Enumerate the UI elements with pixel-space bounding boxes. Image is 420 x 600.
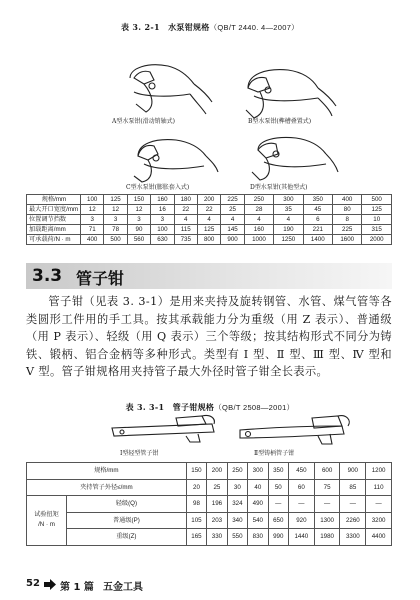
header-cell: 100	[81, 195, 104, 205]
table-cell: 25	[221, 205, 244, 215]
torque-group-label	[27, 496, 67, 546]
table-cell: 550	[227, 529, 247, 546]
table-cell: 560	[127, 235, 150, 245]
pliers-type-b-icon	[246, 70, 336, 118]
header-cell: 300	[274, 195, 303, 205]
header-cell: 450	[289, 463, 315, 480]
figure-label-d: D型水泵钳(其他型式)	[250, 184, 308, 191]
row-label: 轻级(Q)	[67, 496, 187, 513]
table-cell: 500	[104, 235, 127, 245]
table-cell: 221	[303, 225, 332, 235]
table-cell: 400	[81, 235, 104, 245]
table-cell: 990	[268, 529, 288, 546]
table-cell: 110	[366, 479, 392, 496]
table-cell: 71	[81, 225, 104, 235]
figure-label-c: C型水泵钳(膨胀套入式)	[126, 184, 190, 191]
table-row	[27, 529, 392, 546]
table-cell: 630	[151, 235, 174, 245]
table-cell: 115	[174, 225, 197, 235]
row-label: 可承载荷/N · m	[27, 235, 81, 245]
row-label: 最大开口宽度/mm	[27, 205, 81, 215]
header-cell: 125	[104, 195, 127, 205]
pipe-wrench-type-2-icon	[240, 416, 349, 444]
table-cell: 1400	[303, 235, 332, 245]
table-cell: 4400	[366, 529, 392, 546]
pliers-type-d-icon	[252, 138, 338, 181]
row-label: 夹持管子外径≤/mm	[27, 479, 187, 496]
header-cell: 250	[244, 195, 273, 205]
table-cell: 80	[333, 205, 362, 215]
header-cell: 160	[151, 195, 174, 205]
section-title: 管子钳	[76, 269, 125, 288]
table-cell: 900	[221, 235, 244, 245]
table2-standard: （QB/T 2508—2001）	[214, 403, 295, 412]
figure-label-type-1: Ⅰ型轻型管子钳	[120, 450, 159, 457]
table-cell: 4	[197, 215, 220, 225]
table-row	[27, 235, 392, 245]
table-cell: 800	[197, 235, 220, 245]
body-paragraph: 管子钳（见表 3. 3-1）是用来夹持及旋转钢管、水管、煤气管等各类圆形工件用的手工具。按其承载能力分为重级（用 Z 表示）、普通级（用 P 表示）、轻级（用 Q 表示）三个等级；按其结构形式不同分为铸铁、锻柄、铝合金柄等多种形式。类型有 Ⅰ 型、Ⅱ 型、Ⅲ 型、Ⅳ 型和 Ⅴ 型。管子钳规格用夹持管子最大外径时管子钳全长表示。	[26, 295, 392, 379]
table-cell: —	[314, 496, 340, 513]
table-cell: 40	[248, 479, 268, 496]
table-cell: 6	[303, 215, 332, 225]
table1-figure-panel	[26, 32, 392, 192]
table-cell: 1300	[314, 512, 340, 529]
header-cell: 200	[207, 463, 227, 480]
water-pump-pliers-drawings	[26, 32, 392, 192]
table-cell: 920	[289, 512, 315, 529]
table-header-row	[27, 195, 392, 205]
pliers-type-a-icon	[130, 65, 212, 114]
table-cell: 10	[362, 215, 392, 225]
table-cell: 98	[186, 496, 206, 513]
header-cell: 350	[303, 195, 332, 205]
header-cell-spec: 规格/mm	[27, 195, 81, 205]
table-row	[27, 215, 392, 225]
chapter-name: 五金工具	[103, 582, 143, 593]
table-row	[27, 225, 392, 235]
table-cell: 196	[207, 496, 227, 513]
table-cell: 735	[174, 235, 197, 245]
header-cell: 150	[127, 195, 150, 205]
pliers-type-c-icon	[134, 140, 218, 182]
table-cell: 4	[244, 215, 273, 225]
table-cell: 540	[248, 512, 268, 529]
table-cell: 1980	[314, 529, 340, 546]
table-cell: 60	[289, 479, 315, 496]
table-cell: 830	[248, 529, 268, 546]
header-cell: 300	[248, 463, 268, 480]
table-cell: 30	[227, 479, 247, 496]
table-cell: 78	[104, 225, 127, 235]
table-cell: —	[268, 496, 288, 513]
header-cell-spec: 规格/mm	[27, 463, 187, 480]
table-cell: 100	[151, 225, 174, 235]
table-cell: 125	[197, 225, 220, 235]
table-cell: 75	[314, 479, 340, 496]
table-row	[27, 479, 392, 496]
torque-label-line-1: 试验扭矩	[34, 511, 59, 519]
table-cell: —	[289, 496, 315, 513]
table-cell: 4	[174, 215, 197, 225]
table-cell: 1600	[333, 235, 362, 245]
table-cell: 145	[221, 225, 244, 235]
header-cell: 400	[333, 195, 362, 205]
table-cell: 1440	[289, 529, 315, 546]
row-label: 加载距离/mm	[27, 225, 81, 235]
header-cell: 1200	[366, 463, 392, 480]
table-cell: 3	[104, 215, 127, 225]
table-cell: 2260	[340, 512, 366, 529]
figure-label-a: A型水泵钳(滑动销轴式)	[112, 118, 176, 125]
table-cell: 25	[207, 479, 227, 496]
table-row	[27, 205, 392, 215]
table2-figure-panel	[26, 412, 392, 460]
table-cell: 3200	[366, 512, 392, 529]
table-cell: 315	[362, 225, 392, 235]
table-cell: 45	[303, 205, 332, 215]
arrow-right-icon	[44, 579, 56, 590]
table-cell: 650	[268, 512, 288, 529]
header-cell: 150	[186, 463, 206, 480]
table-cell: 340	[227, 512, 247, 529]
table-cell: 2000	[362, 235, 392, 245]
table-cell: 160	[244, 225, 273, 235]
table1-caption-title: 表 3. 2-1 水泵钳规格	[121, 22, 210, 32]
table-cell: 330	[207, 529, 227, 546]
part-label: 第 1 篇	[60, 582, 94, 593]
table-cell: 225	[333, 225, 362, 235]
table-cell: 50	[268, 479, 288, 496]
table-cell: 22	[197, 205, 220, 215]
table-cell: 22	[174, 205, 197, 215]
table-cell: 165	[186, 529, 206, 546]
table-cell: 490	[248, 496, 268, 513]
header-cell: 180	[174, 195, 197, 205]
table-cell: 125	[362, 205, 392, 215]
header-cell: 500	[362, 195, 392, 205]
table-cell: 90	[127, 225, 150, 235]
table-cell: 3300	[340, 529, 366, 546]
header-cell: 225	[221, 195, 244, 205]
table-cell: 12	[127, 205, 150, 215]
table-cell: 3	[81, 215, 104, 225]
pipe-wrench-table	[26, 462, 392, 546]
water-pump-pliers-table	[26, 194, 392, 245]
table-cell: 8	[333, 215, 362, 225]
table-header-row	[27, 463, 392, 480]
table-cell: 1000	[244, 235, 273, 245]
table-cell: 4	[221, 215, 244, 225]
header-cell: 600	[314, 463, 340, 480]
table-cell: 105	[186, 512, 206, 529]
table-cell: 324	[227, 496, 247, 513]
row-label: 位置调节挡数	[27, 215, 81, 225]
pipe-wrench-drawings	[26, 412, 392, 460]
section-heading	[26, 263, 392, 289]
section-number: 3.3	[32, 266, 63, 286]
table-cell: 1250	[274, 235, 303, 245]
table2-caption-title: 表 3. 3-1 管子钳规格	[125, 402, 215, 412]
table-cell: 28	[244, 205, 273, 215]
pipe-wrench-type-1-icon	[112, 415, 214, 442]
page-footer	[0, 578, 420, 592]
figure-label-type-2: Ⅱ型铸柄管子钳	[254, 450, 295, 457]
table-cell: —	[366, 496, 392, 513]
table1-standard: （QB/T 2440. 4—2007）	[209, 23, 299, 32]
table-cell: 85	[340, 479, 366, 496]
torque-label-line-2: /N · m	[38, 521, 55, 529]
table-cell: 4	[274, 215, 303, 225]
table-cell: 190	[274, 225, 303, 235]
table-cell: 12	[81, 205, 104, 215]
table-cell: 20	[186, 479, 206, 496]
header-cell: 250	[227, 463, 247, 480]
row-label: 重级(Z)	[67, 529, 187, 546]
table-cell: —	[340, 496, 366, 513]
table-cell: 203	[207, 512, 227, 529]
table-cell: 35	[274, 205, 303, 215]
header-cell: 350	[268, 463, 288, 480]
table-cell: 3	[127, 215, 150, 225]
table-row	[27, 512, 392, 529]
figure-label-b: B型水泵钳(榫槽叠置式)	[248, 118, 312, 125]
table-row	[27, 496, 392, 513]
page-number: 52	[26, 578, 40, 589]
table-cell: 12	[104, 205, 127, 215]
row-label: 普通级(P)	[67, 512, 187, 529]
header-cell: 900	[340, 463, 366, 480]
table-cell: 16	[151, 205, 174, 215]
table-cell: 3	[151, 215, 174, 225]
header-cell: 200	[197, 195, 220, 205]
